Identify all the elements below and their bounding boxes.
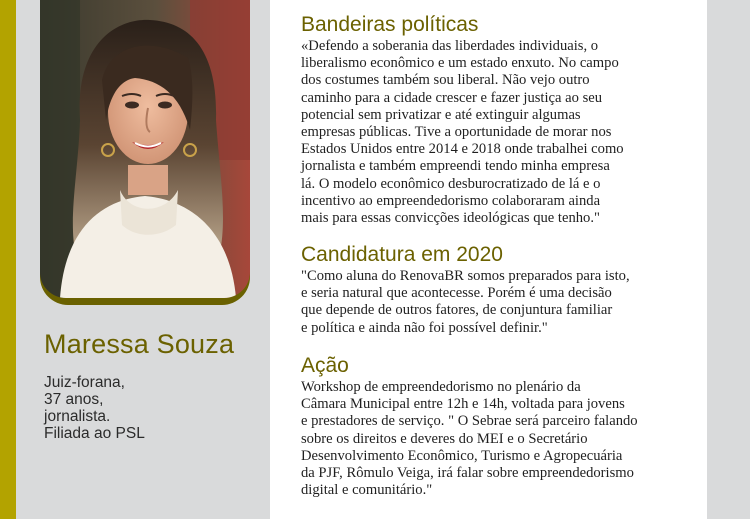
section-acao — [301, 353, 638, 499]
text-line: que depende de outros fatores, de conjuntura familiar — [301, 302, 613, 319]
text-line: liberalismo econômico e um estado enxuto. No campo — [301, 55, 619, 72]
text-line: Desenvolvimento Econômico, Turismo e Agropecuária — [301, 447, 623, 464]
section-text — [301, 268, 630, 337]
text-line: incentivo ao empreendedorismo colaboraram ainda — [301, 192, 601, 209]
section-text — [301, 38, 624, 227]
section-heading: Bandeiras políticas — [301, 13, 479, 36]
text-line: Câmara Municipal entre 12h e 14h, voltada para jovens — [301, 396, 625, 413]
text-line: "Como aluna do RenovaBR somos preparados para isto, — [301, 268, 630, 284]
text-line: e seria natural que acontecesse. Porém é uma decisão — [301, 285, 612, 302]
text-line: digital e comunitário." — [301, 482, 433, 499]
person-bio — [44, 374, 244, 442]
person-name: Maressa Souza — [44, 329, 235, 359]
text-line: sobre os direitos e deveres do MEI e o Secretário — [301, 430, 588, 447]
section-bandeiras — [301, 12, 624, 227]
section-candidatura — [301, 242, 630, 337]
text-line: potencial sem privatizar e até extinguir algumas — [301, 106, 581, 123]
bio-line: Filiada ao PSL — [44, 425, 145, 442]
right-strip — [707, 0, 750, 519]
section-text — [301, 379, 638, 499]
text-line: Estados Unidos entre 2014 e 2018 onde trabalhei como — [301, 141, 624, 158]
text-line: empresas públicas. Tive a oportunidade de morar nos — [301, 124, 612, 141]
text-line: caminho para a cidade crescer e fazer justiça ao seu — [301, 89, 603, 106]
section-heading: Candidatura em 2020 — [301, 243, 503, 266]
bio-line: jornalista. — [44, 408, 111, 425]
text-line: e prestadores de serviço. " O Sebrae será parceiro falando — [301, 413, 638, 430]
accent-bar — [0, 0, 16, 519]
text-line: mais para essas convicções ideológicas que tenho." — [301, 210, 600, 227]
text-line: Workshop de empreendedorismo no plenário da — [301, 379, 581, 395]
text-line: dos costumes também sou liberal. Não vejo outro — [301, 72, 590, 89]
text-line: e política e ainda não foi possível definir." — [301, 319, 548, 336]
portrait-frame — [40, 0, 250, 305]
text-line: «Defendo a soberania das liberdades individuais, o — [301, 38, 599, 54]
bio-line: 37 anos, — [44, 391, 104, 408]
text-line: jornalista e também empreendi tendo minha empresa — [301, 158, 610, 175]
portrait-illustration — [40, 0, 250, 298]
section-heading: Ação — [301, 354, 349, 377]
portrait-photo — [40, 0, 250, 298]
text-line: da PJF, Rômulo Veiga, irá falar sobre empreendedorismo — [301, 465, 634, 482]
bio-line: Juiz-forana, — [44, 374, 125, 391]
text-line: lá. O modelo econômico desburocratizado de lá e o — [301, 175, 601, 192]
